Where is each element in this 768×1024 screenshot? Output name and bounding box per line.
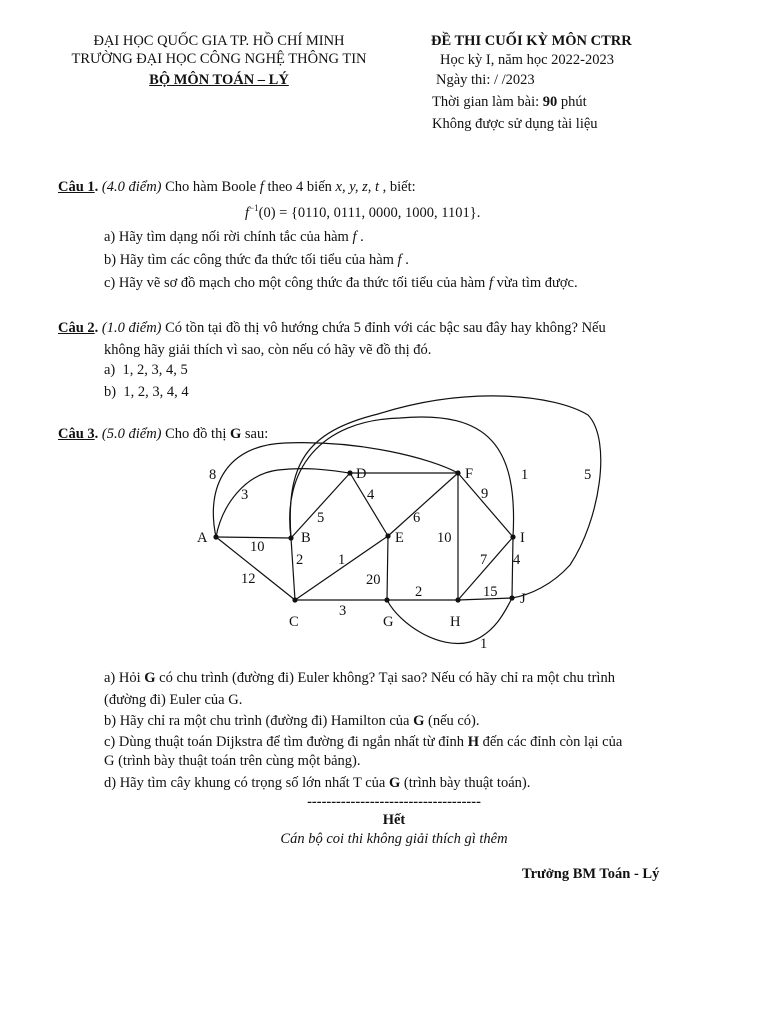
q2-text2: không hãy giải thích vì sao, còn nếu có hãy vẽ đồ thị đó. — [104, 342, 432, 358]
q2-text1: Có tồn tại đồ thị vô hướng chứa 5 đỉnh với các bậc sau đây hay không? Nếu — [161, 320, 606, 336]
q3-part-d — [104, 775, 530, 792]
q1-formula-sup: −1 — [249, 203, 259, 213]
q2-label: Câu 2 — [58, 320, 95, 336]
q1-part-b-end: . — [401, 252, 409, 268]
q1-formula-lhs: f — [245, 204, 250, 221]
q3-part-c-post: đến các đỉnh còn lại của — [478, 734, 623, 750]
vertex-c — [292, 597, 297, 602]
q3-points: (5.0 điểm) — [101, 426, 162, 442]
q3-part-b-post: (nếu có). — [424, 713, 480, 729]
exam-term: Học kỳ I, năm học 2022-2023 — [440, 52, 614, 68]
vertex-i — [510, 534, 515, 539]
q1-part-a-text: a) Hãy tìm dạng nối rời chính tắc của hàm — [104, 229, 353, 245]
q1-points: (4.0 điểm) — [101, 179, 162, 195]
vertex-label-a: A — [197, 530, 208, 546]
edge-b-j — [290, 396, 601, 598]
weight-f-i: 9 — [481, 486, 489, 502]
exam-duration-value: 90 — [542, 94, 558, 110]
q3-text-post: sau: — [241, 426, 269, 442]
q3-part-a-line1 — [104, 670, 615, 687]
q3-part-c-line2: G (trình bày thuật toán trên cùng một bảng). — [104, 753, 361, 769]
weight-a-c: 12 — [241, 571, 256, 587]
q3-part-c-h: H — [467, 734, 479, 750]
q3-part-c-line1 — [104, 734, 622, 751]
q1-text-b: theo 4 biến — [263, 179, 336, 195]
edge-e-f — [388, 473, 458, 536]
vertex-g — [384, 597, 389, 602]
vertex-b — [288, 535, 293, 540]
footer-signer: Trưởng BM Toán - Lý — [522, 866, 660, 882]
exam-rule: Không được sử dụng tài liệu — [432, 116, 598, 132]
q3-statement: Câu 3. (5.0 điểm) Cho đồ thị G sau: — [58, 426, 269, 442]
q3-part-b — [104, 713, 480, 730]
q3-part-a-post: có chu trình (đường đi) Euler không? Tại sao? Nếu có hãy chỉ ra một chu trình — [155, 670, 615, 686]
vertex-label-i: I — [520, 530, 525, 546]
weight-b-c: 2 — [296, 552, 304, 568]
weight-b-i: 1 — [521, 467, 529, 483]
vertex-j — [509, 595, 514, 600]
q3-text-pre: Cho đồ thị — [161, 426, 230, 442]
weight-a-f: 8 — [209, 467, 217, 483]
edge-d-e — [350, 473, 388, 536]
q1-part-a-f: f — [352, 229, 357, 245]
q2-part-b-label: b) — [104, 384, 117, 400]
weight-c-e: 1 — [338, 552, 346, 568]
edge-a-d — [216, 469, 350, 537]
weight-d-e: 4 — [367, 487, 375, 503]
edge-a-f — [213, 443, 458, 537]
weight-g-j: 1 — [480, 636, 488, 652]
university-name: ĐẠI HỌC QUỐC GIA TP. HỒ CHÍ MINH — [93, 33, 345, 49]
q1-part-c-end: vừa tìm được. — [493, 275, 578, 291]
vertex-e — [385, 533, 390, 538]
footer-note: Cán bộ coi thi không giải thích gì thêm — [280, 831, 508, 847]
q3-part-a-pre: a) Hỏi — [104, 670, 145, 686]
q3-part-b-g: G — [413, 713, 425, 729]
weight-b-d: 5 — [317, 510, 325, 526]
q2-part-a-label: a) — [104, 362, 116, 378]
vertex-label-f: F — [465, 466, 474, 482]
q1-part-c-f: f — [488, 275, 493, 291]
vertex-a — [213, 534, 218, 539]
q1-label: Câu 1 — [58, 179, 95, 195]
vertex-label-e: E — [395, 530, 404, 546]
footer-end: Hết — [382, 812, 406, 828]
vertex-label-b: B — [301, 530, 311, 546]
q1-part-c-text: c) Hãy vẽ sơ đồ mạch cho một công thức đa thức tối tiểu của hàm — [104, 275, 489, 291]
vertex-label-c: C — [289, 614, 299, 630]
q1-formula-rhs: (0) = {0110, 0111, 0000, 1000, 1101}. — [258, 204, 481, 221]
q3-part-d-pre: d) Hãy tìm cây khung có trọng số lớn nhất T của — [104, 775, 389, 791]
exam-duration-unit: phút — [557, 94, 587, 110]
q3-part-d-g: G — [389, 775, 401, 791]
vertex-f — [455, 470, 460, 475]
q1-text-a: Cho hàm Boole — [161, 179, 260, 195]
edge-f-i — [458, 473, 513, 537]
weight-a-d: 3 — [241, 487, 249, 503]
weight-b-j: 5 — [584, 467, 592, 483]
edge-b-d — [291, 473, 350, 538]
edge-e-g — [387, 536, 388, 600]
q1-statement: Câu 1. (4.0 điểm) Cho hàm Boole f theo 4 biến x, y, z, t , biết: — [58, 179, 416, 195]
q3-part-a-g: G — [144, 670, 156, 686]
q3-label: Câu 3 — [58, 426, 95, 442]
vertex-label-j: J — [520, 591, 526, 607]
q1-part-b-f: f — [397, 252, 402, 268]
vertex-d — [347, 470, 352, 475]
edge-a-b — [216, 537, 291, 538]
q2-part-b-value: 1, 2, 3, 4, 4 — [123, 384, 189, 400]
vertex-label-g: G — [383, 614, 394, 630]
weight-e-g: 20 — [366, 572, 381, 588]
vertex-label-h: H — [450, 614, 461, 630]
q3-part-d-post: (trình bày thuật toán). — [400, 775, 531, 791]
q2-statement: Câu 2. (1.0 điểm) Có tồn tại đồ thị vô hướng chứa 5 đỉnh với các bậc sau đây hay không? Nếu — [58, 320, 606, 336]
school-name: TRƯỜNG ĐẠI HỌC CÔNG NGHỆ THÔNG TIN — [71, 51, 367, 67]
footer-divider: ------------------------------------ — [307, 794, 481, 810]
weight-c-g: 3 — [339, 603, 347, 619]
weight-f-h: 10 — [437, 530, 452, 546]
vertex-h — [455, 597, 460, 602]
q3-part-b-pre: b) Hãy chỉ ra một chu trình (đường đi) Hamilton của — [104, 713, 414, 729]
q2-part-a-value: 1, 2, 3, 4, 5 — [122, 362, 188, 378]
q1-part-b-text: b) Hãy tìm các công thức đa thức tối tiểu của hàm — [104, 252, 398, 268]
q3-part-c-pre: c) Dùng thuật toán Dijkstra để tìm đường đi ngắn nhất từ đỉnh — [104, 734, 468, 750]
q3-part-a-line2: (đường đi) Euler của G. — [104, 692, 243, 708]
department-name: BỘ MÔN TOÁN – LÝ — [149, 72, 289, 88]
q2-points: (1.0 điểm) — [101, 320, 162, 336]
weight-h-j: 15 — [483, 584, 498, 600]
q3-graph-name: G — [230, 426, 242, 442]
exam-date: Ngày thi: / /2023 — [436, 72, 535, 88]
q1-part-a-end: . — [356, 229, 364, 245]
edge-b-c — [291, 538, 295, 600]
weight-i-j: 4 — [513, 552, 521, 568]
q1-f: f — [259, 179, 264, 195]
weight-a-b: 10 — [250, 539, 265, 555]
weight-h-i: 7 — [480, 552, 488, 568]
exam-duration-label: Thời gian làm bài: — [432, 94, 543, 110]
weight-e-f: 6 — [413, 510, 421, 526]
q1-text-c: , biết: — [379, 179, 416, 195]
vertex-label-d: D — [356, 466, 367, 482]
exam-title: ĐỀ THI CUỐI KỲ MÔN CTRR — [431, 33, 632, 49]
q1-vars: x, y, z, t — [335, 179, 380, 195]
weight-g-h: 2 — [415, 584, 423, 600]
